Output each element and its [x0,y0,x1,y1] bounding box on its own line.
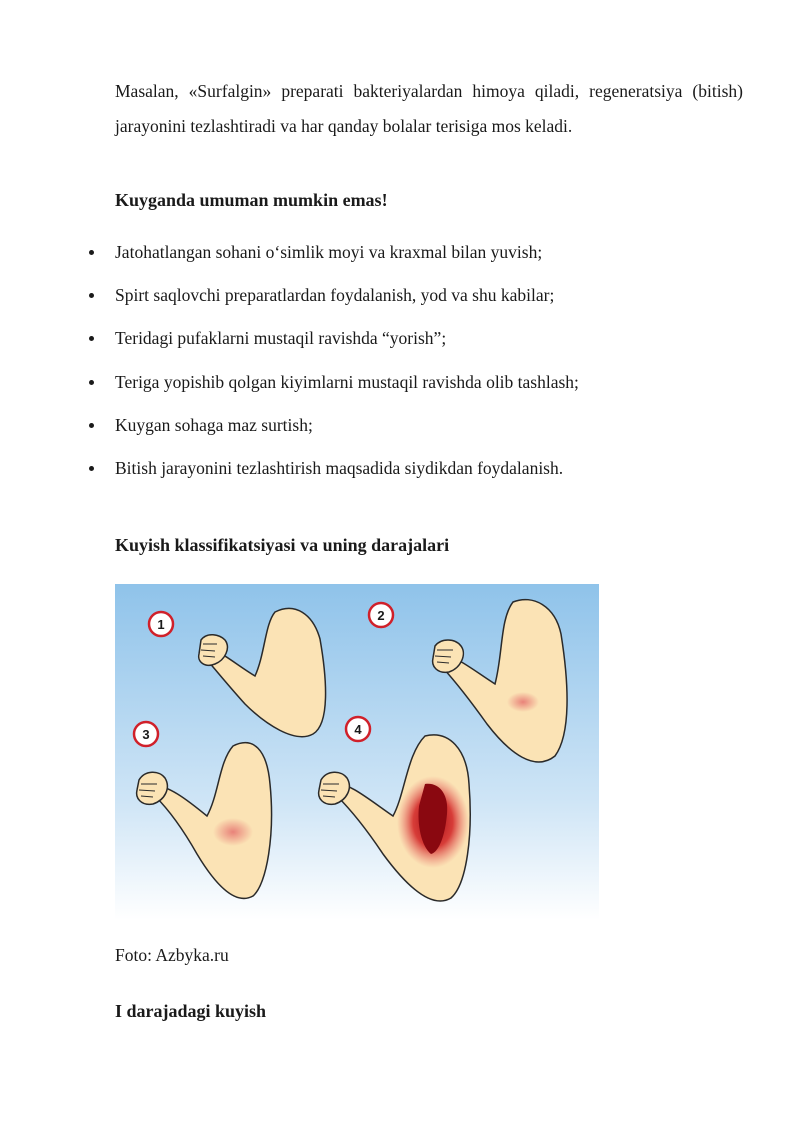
bullet-icon [89,293,94,298]
bullet-icon [89,250,94,255]
heading-classification: Kuyish klassifikatsiyasi va uning darajalari [115,535,450,555]
burn-degrees-illustration [115,584,599,920]
list-item-text: Kuygan sohaga maz surtish; [115,414,313,435]
bullet-icon [89,336,94,341]
list-item-text: Teridagi pufaklarni mustaqil ravishda “yorish”; [115,328,447,349]
badge-label: 3 [142,727,150,742]
heading-degree-one: I darajadagi kuyish [115,1001,267,1021]
intro-paragraph: Masalan, «Surfalgin» preparati bakteriyalardan himoya qiladi, regeneratsiya (bitish) jarayonini tezlashtiradi va har qanday bolalar terisiga mos keladi. [115,81,743,136]
list-item-text: Bitish jarayonini tezlashtirish maqsadida siydikdan foydalanish. [115,457,564,478]
figure-caption: Foto: Azbyka.ru [115,945,229,965]
list-item-text: Jatohatlangan sohani o‘simlik moyi va kraxmal bilan yuvish; [115,242,543,262]
bullet-icon [89,423,94,428]
badge-degree-2 [369,603,393,627]
bullet-icon [89,466,94,471]
badge-degree-1 [149,612,173,636]
badge-label: 4 [354,722,362,737]
bullet-icon [89,380,94,385]
list-item-text: Spirt saqlovchi preparatlardan foydalanish, yod va shu kabilar; [115,285,555,306]
badge-degree-3 [134,722,158,746]
badge-label: 2 [377,608,385,623]
badge-degree-4 [346,717,370,741]
badge-label: 1 [157,617,165,632]
list-item-text: Teriga yopishib qolgan kiyimlarni mustaqil ravishda olib tashlash; [115,371,579,392]
heading-forbidden: Kuyganda umuman mumkin emas! [115,190,388,210]
